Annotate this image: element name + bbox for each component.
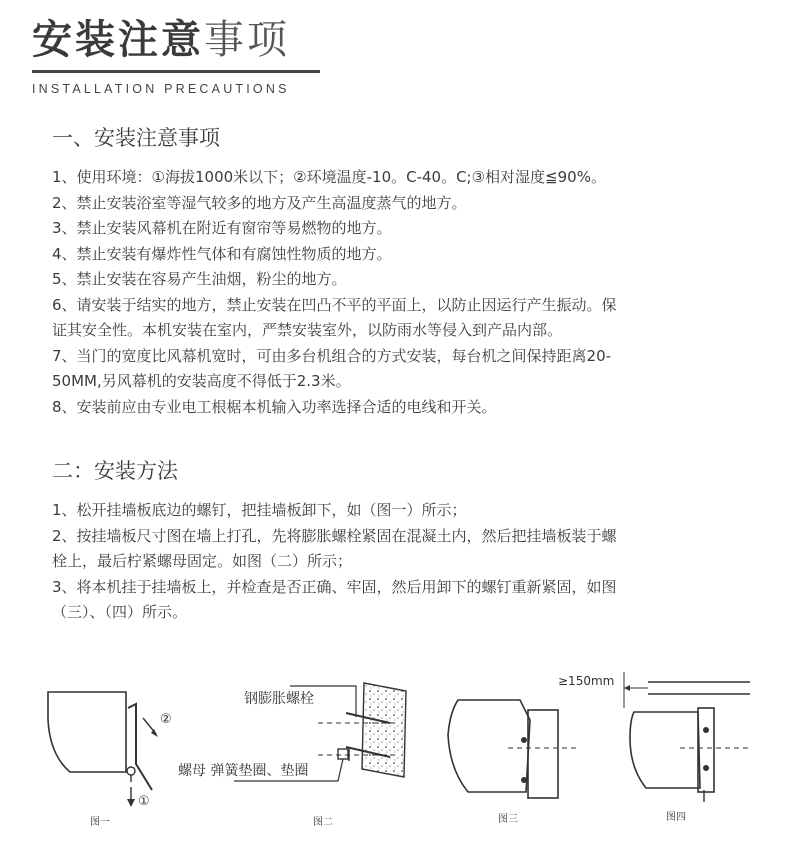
precaution-line: 50MM,另风幕机的安装高度不得低于2.3米。 bbox=[52, 372, 351, 390]
method-line: 栓上，最后柠紧螺母固定。如图（二）所示； bbox=[52, 552, 353, 570]
dimension-arrow bbox=[624, 685, 630, 691]
figure-4 bbox=[558, 668, 770, 830]
section-precautions-heading: 一、安装注意事项 bbox=[52, 126, 220, 150]
precautions-list bbox=[52, 165, 732, 420]
bolt-label: 钢膨胀螺栓 bbox=[244, 691, 314, 707]
step-2-label: ② bbox=[160, 712, 172, 727]
section-precautions bbox=[52, 123, 732, 420]
title-underline bbox=[32, 70, 320, 73]
method-line: （三）、（四）所示。 bbox=[52, 603, 188, 621]
precaution-line: 1、使用环境：①海拔1000米以下；②环境温度-10。C-40。C;③相对湿度≦90%。 bbox=[52, 168, 606, 186]
nut-label: 螺母 弹簧垫圈、垫圈 bbox=[178, 763, 309, 779]
precaution-line: 7、当门的宽度比风幕机宽时，可由多台机组合的方式安装，每台机之间保持距离20- bbox=[52, 346, 612, 365]
screw-icon bbox=[127, 767, 135, 775]
section-method bbox=[52, 456, 732, 626]
air-curtain-body bbox=[630, 712, 700, 788]
nut-icon bbox=[338, 749, 348, 759]
page-title bbox=[32, 16, 322, 64]
dimension-label: ≥150mm bbox=[558, 674, 615, 688]
screw-icon bbox=[521, 737, 527, 743]
figure-2-caption: 图二 bbox=[313, 817, 333, 828]
figure-2 bbox=[168, 665, 428, 830]
precaution-line: 3、禁止安装风幕机在附近有窗帘等易燃物的地方。 bbox=[52, 219, 392, 237]
arrow-1-head bbox=[127, 799, 135, 807]
figure-4-diagram bbox=[558, 668, 770, 830]
method-line: 3、将本机挂于挂墙板上，并检查是否正确、牢固，然后用卸下的螺钉重新紧固，如图 bbox=[52, 577, 617, 596]
figure-1-caption: 图一 bbox=[90, 817, 110, 828]
concrete-wall bbox=[362, 683, 406, 777]
figure-3-diagram bbox=[438, 680, 588, 830]
method-line: 1、松开挂墙板底边的螺钉，把挂墙板卸下，如（图一）所示； bbox=[52, 501, 467, 519]
screw-icon bbox=[521, 777, 527, 783]
precaution-line: 8、安装前应由专业电工根椐本机输入功率选择合适的电线和开关。 bbox=[52, 397, 497, 416]
air-curtain-body bbox=[48, 692, 126, 772]
air-curtain-body bbox=[448, 700, 530, 792]
figure-4-caption: 图四 bbox=[666, 812, 686, 823]
step-1-label: ① bbox=[138, 794, 150, 809]
figure-2-diagram bbox=[168, 665, 428, 830]
method-list bbox=[52, 498, 732, 626]
precaution-line: 证其安全性。本机安装在室内，严禁安装室外，以防雨水等侵入到产品内部。 bbox=[52, 321, 563, 339]
precaution-line: 4、禁止安装有爆炸性气体和有腐蚀性物质的地方。 bbox=[52, 244, 392, 263]
precaution-line: 5、禁止安装在容易产生油烟，粉尘的地方。 bbox=[52, 270, 347, 288]
figure-3-caption: 图三 bbox=[498, 814, 518, 825]
method-line: 2、按挂墙板尺寸图在墙上打孔，先将膨胀螺栓紧固在混凝土内，然后把挂墙板装于螺 bbox=[52, 526, 617, 545]
page-header bbox=[32, 16, 322, 96]
precaution-line: 2、禁止安装浴室等湿气较多的地方及产生高温度蒸气的地方。 bbox=[52, 193, 467, 212]
page-title-bold: 安装注意 bbox=[32, 17, 204, 63]
precaution-line: 6、请安装于结实的地方，禁止安装在凹凸不平的平面上，以防止因运行产生振动。保 bbox=[52, 295, 617, 314]
page-subtitle: INSTALLATION PRECAUTIONS bbox=[32, 82, 290, 96]
screw-icon bbox=[703, 727, 709, 733]
wall-plate bbox=[528, 710, 558, 798]
figure-3 bbox=[438, 680, 588, 830]
section-method-heading: 二：安装方法 bbox=[52, 459, 178, 483]
page-title-light: 事项 bbox=[204, 17, 290, 63]
screw-icon bbox=[703, 765, 709, 771]
